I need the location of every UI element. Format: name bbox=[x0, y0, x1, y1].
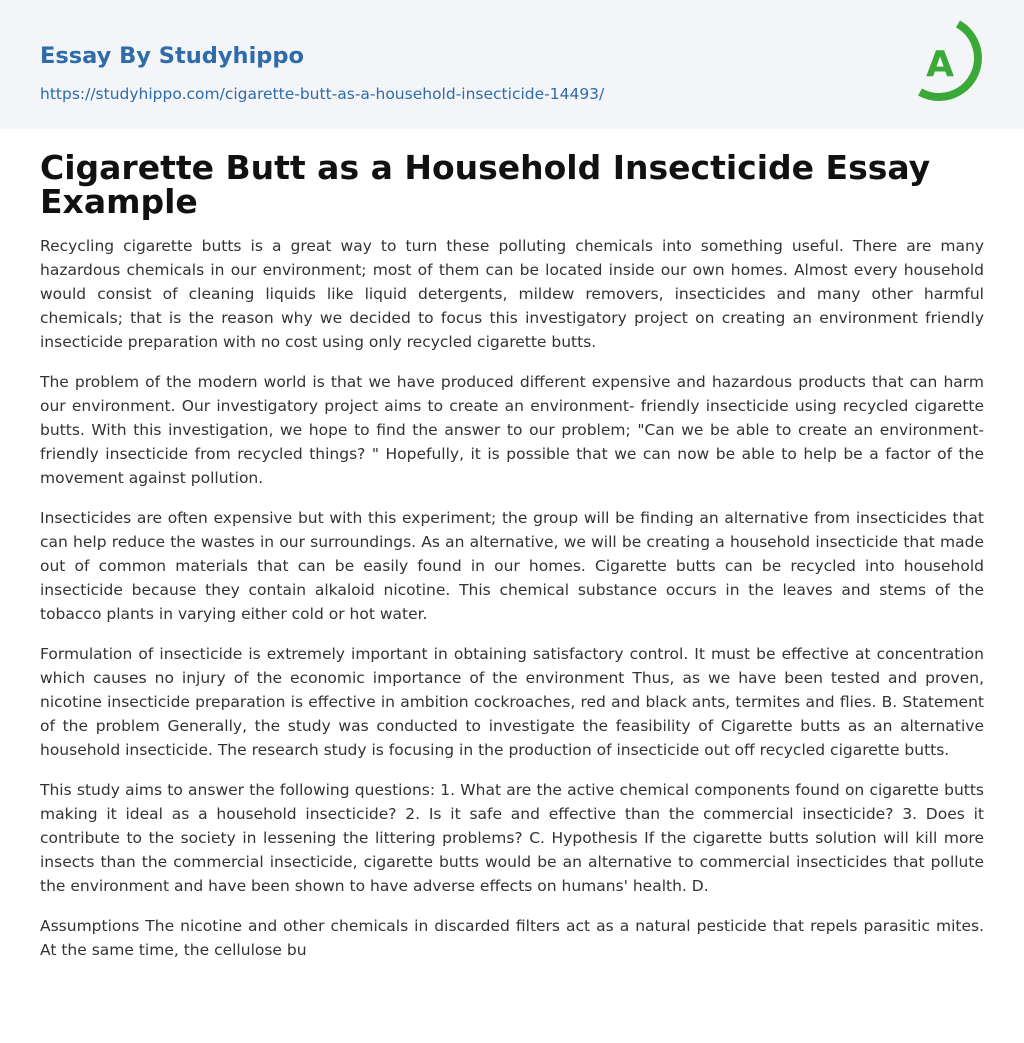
paragraph: This study aims to answer the following questions: 1. What are the active chemical components found on cigarette butts making it ideal as a household insecticide? 2. Is it safe and effective than the commercial insecticide? 3. Does it contribute to the society in lessening the littering problems? C. Hypothesis If the cigarette butts solution will kill more insects than the commercial insecticide, cigarette butts would be an alternative to commercial insecticides that pollute the environment and have been shown to have adverse effects on humans' health. D. bbox=[40, 781, 984, 895]
paragraph: Formulation of insecticide is extremely important in obtaining satisfactory control. It must be effective at concentration which causes no injury of the economic importance of the environment Thus, as we have been tested and proven, nicotine insecticide preparation is effective in ambition cockroaches, red and black ants, termites and flies. B. Statement of the problem Generally, the study was conducted to investigate the feasibility of Cigarette butts as an alternative household insecticide. The research study is focusing in the production of insecticide out off recycled cigarette butts. bbox=[40, 645, 984, 759]
brand-title: Essay By Studyhippo bbox=[40, 43, 304, 69]
paragraph: Insecticides are often expensive but with this experiment; the group will be finding an alternative from insecticides that can help reduce the wastes in our surroundings. As an alternative, we will be creating a household insecticide that made out of common materials that can be easily found in our homes. Cigarette butts can be recycled into household insecticide because they contain alkaloid nicotine. This chemical substance occurs in the leaves and stems of the tobacco plants in varying either cold or hot water. bbox=[40, 509, 984, 623]
source-url-link[interactable]: https://studyhippo.com/cigarette-butt-as-a-household-insecticide-14493/ bbox=[40, 85, 605, 103]
page-title: Cigarette Butt as a Household Insecticide Essay Example bbox=[40, 148, 931, 221]
paragraph: The problem of the modern world is that we have produced different expensive and hazardous products that can harm our environment. Our investigatory project aims to create an environment- friendly insecticide using recycled cigarette butts. With this investigation, we hope to find the answer to our problem; "Can we be able to create an environment- friendly insecticide from recycled things? " Hopefully, it is possible that we can now be able to help be a factor of the movement against pollution. bbox=[40, 373, 984, 487]
paragraph: Recycling cigarette butts is a great way to turn these polluting chemicals into something useful. There are many hazardous chemicals in our environment; most of them can be located inside our own homes. Almost every household would consist of cleaning liquids like liquid detergents, mildew removers, insecticides and many other harmful chemicals; that is the reason why we decided to focus this investigatory project on creating an environment friendly insecticide preparation with no cost using only recycled cigarette butts. bbox=[40, 237, 984, 351]
paragraph: Assumptions The nicotine and other chemicals in discarded filters act as a natural pesticide that repels parasitic mites. At the same time, the cellulose bu bbox=[40, 917, 984, 959]
logo-letter: A bbox=[926, 44, 954, 85]
article-body bbox=[40, 234, 984, 978]
